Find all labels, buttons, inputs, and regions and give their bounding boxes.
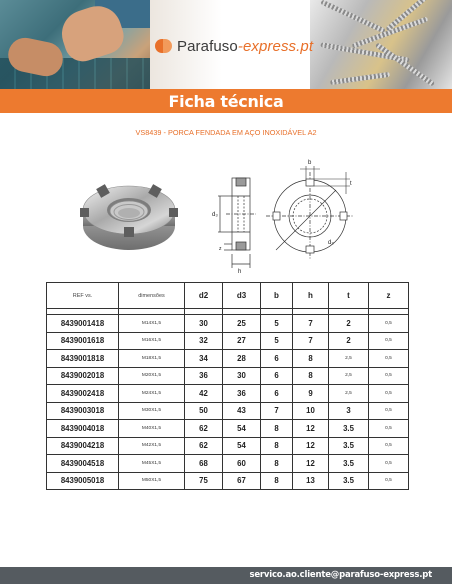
cell-d3: 27 <box>223 332 261 350</box>
cell-d3: 54 <box>223 420 261 438</box>
cell-h: 8 <box>293 367 329 385</box>
cell-h: 13 <box>293 472 329 490</box>
cell-h: 8 <box>293 350 329 368</box>
cell-b: 7 <box>261 402 293 420</box>
table-row <box>47 350 409 368</box>
label-d3: d₃ <box>212 212 218 218</box>
cell-z: 0,5 <box>369 367 409 385</box>
cell-dim: M16X1,5 <box>119 332 185 350</box>
header-b: b <box>261 283 293 309</box>
cell-d2: 36 <box>185 367 223 385</box>
cell-z: 0,5 <box>369 472 409 490</box>
cell-d2: 32 <box>185 332 223 350</box>
cell-z: 0,5 <box>369 385 409 403</box>
table-row <box>47 455 409 473</box>
cell-b: 8 <box>261 455 293 473</box>
cell-d2: 68 <box>185 455 223 473</box>
cell-t: 2,5 <box>329 385 369 403</box>
table-row <box>47 472 409 490</box>
cell-d3: 54 <box>223 437 261 455</box>
cell-ref: 8439001618 <box>47 332 119 350</box>
banner-photo-workshop <box>0 0 150 90</box>
cell-t: 3 <box>329 402 369 420</box>
cell-h: 9 <box>293 385 329 403</box>
cell-ref: 8439004218 <box>47 437 119 455</box>
cell-dim: M30X1,5 <box>119 402 185 420</box>
cell-dim: M18X1,5 <box>119 350 185 368</box>
label-h: h <box>238 269 242 275</box>
cell-h: 12 <box>293 437 329 455</box>
label-t: t <box>350 181 352 187</box>
header-z: z <box>369 283 409 309</box>
cell-h: 7 <box>293 315 329 333</box>
cell-b: 6 <box>261 350 293 368</box>
cell-d3: 67 <box>223 472 261 490</box>
cell-d3: 25 <box>223 315 261 333</box>
cell-z: 0,5 <box>369 420 409 438</box>
table-row <box>47 315 409 333</box>
label-z: z <box>219 246 222 252</box>
cell-t: 3.5 <box>329 455 369 473</box>
cell-h: 10 <box>293 402 329 420</box>
product-subtitle: VS8439 - PORCA FENDADA EM AÇO INOXIDÁVEL A2 <box>135 128 317 137</box>
cell-h: 7 <box>293 332 329 350</box>
cell-d2: 42 <box>185 385 223 403</box>
cell-z: 0,5 <box>369 350 409 368</box>
cell-t: 2 <box>329 315 369 333</box>
cell-d2: 34 <box>185 350 223 368</box>
cell-ref: 8439002018 <box>47 367 119 385</box>
cell-z: 0,5 <box>369 437 409 455</box>
cell-ref: 8439002418 <box>47 385 119 403</box>
cell-dim: M14X1,5 <box>119 315 185 333</box>
banner-photo-screws <box>310 0 452 90</box>
cell-d2: 50 <box>185 402 223 420</box>
header-t: t <box>329 283 369 309</box>
cell-d2: 62 <box>185 437 223 455</box>
cell-b: 6 <box>261 367 293 385</box>
cell-dim: M45X1,5 <box>119 455 185 473</box>
cell-t: 2,5 <box>329 350 369 368</box>
table-row <box>47 420 409 438</box>
title-bar <box>0 89 452 113</box>
header-d3: d3 <box>223 283 261 309</box>
page-title: Ficha técnica <box>168 91 284 111</box>
cell-d3: 60 <box>223 455 261 473</box>
cell-z: 0,5 <box>369 455 409 473</box>
cell-d2: 30 <box>185 315 223 333</box>
cell-dim: M24X1,5 <box>119 385 185 403</box>
cell-b: 5 <box>261 315 293 333</box>
footer-bar <box>0 567 452 584</box>
brand-name: Parafuso <box>177 37 238 55</box>
cell-b: 8 <box>261 437 293 455</box>
cell-z: 0,5 <box>369 332 409 350</box>
table-header-row <box>47 283 409 309</box>
cell-b: 5 <box>261 332 293 350</box>
brand-logo-icon <box>155 37 173 55</box>
cell-z: 0,5 <box>369 315 409 333</box>
brand-logo[interactable] <box>155 33 313 59</box>
cell-ref: 8439003018 <box>47 402 119 420</box>
cell-t: 2,5 <box>329 367 369 385</box>
cell-d3: 36 <box>223 385 261 403</box>
cell-h: 12 <box>293 455 329 473</box>
product-photo <box>74 176 184 256</box>
label-d2: d₂ <box>328 240 334 246</box>
cell-t: 3.5 <box>329 472 369 490</box>
table-body <box>47 315 409 490</box>
cell-ref: 8439001818 <box>47 350 119 368</box>
cell-dim: M50X1,5 <box>119 472 185 490</box>
spec-table <box>46 282 409 490</box>
cell-ref: 8439004018 <box>47 420 119 438</box>
header-d2: d2 <box>185 283 223 309</box>
cell-ref: 8439001418 <box>47 315 119 333</box>
cell-ref: 8439004518 <box>47 455 119 473</box>
cell-dim: M20X1,5 <box>119 367 185 385</box>
cell-t: 3.5 <box>329 420 369 438</box>
table-row <box>47 367 409 385</box>
cell-h: 12 <box>293 420 329 438</box>
header-dim: dimensões <box>119 283 185 309</box>
cell-t: 2 <box>329 332 369 350</box>
header-h: h <box>293 283 329 309</box>
cell-d2: 62 <box>185 420 223 438</box>
cell-dim: M42X1,5 <box>119 437 185 455</box>
cell-ref: 8439005018 <box>47 472 119 490</box>
header-ref: REF vs. <box>47 283 119 309</box>
cell-dim: M40X1,5 <box>119 420 185 438</box>
table-row <box>47 402 409 420</box>
cell-d3: 43 <box>223 402 261 420</box>
cell-d3: 30 <box>223 367 261 385</box>
cell-d3: 28 <box>223 350 261 368</box>
table-row <box>47 332 409 350</box>
footer-email-link[interactable]: servico.ao.cliente@parafuso-express.pt <box>249 570 432 580</box>
cell-b: 8 <box>261 420 293 438</box>
cell-b: 6 <box>261 385 293 403</box>
cell-b: 8 <box>261 472 293 490</box>
technical-drawing <box>200 158 372 276</box>
brand-name-accent: -express.pt <box>237 37 314 55</box>
table-row <box>47 385 409 403</box>
header-banner <box>0 0 452 90</box>
cell-t: 3.5 <box>329 437 369 455</box>
label-b: b <box>308 160 312 166</box>
cell-d2: 75 <box>185 472 223 490</box>
cell-z: 0,5 <box>369 402 409 420</box>
table-row <box>47 437 409 455</box>
